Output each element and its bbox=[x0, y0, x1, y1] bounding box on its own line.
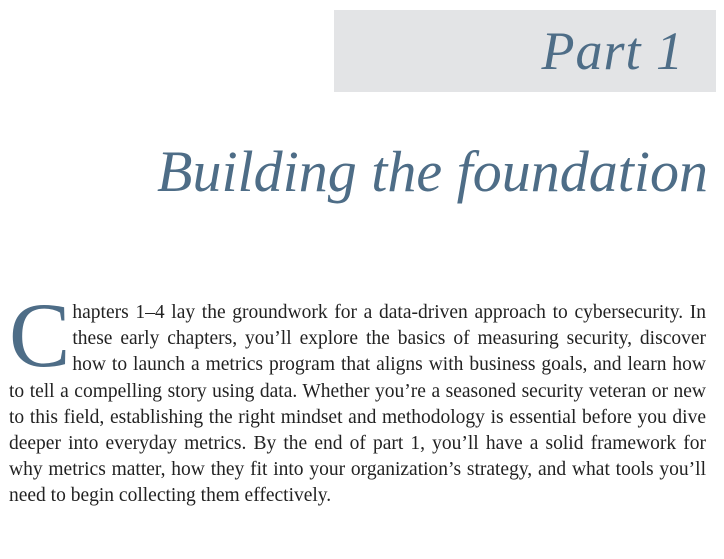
part-title: Building the foundation bbox=[157, 139, 708, 204]
intro-text: hapters 1–4 lay the groundwork for a data-driven approach to cybersecurity. In these early chapters, you’ll explore the basics of measuring security, discover how to launch a metrics program that aligns with business goals, and learn how to tell a compelling story using data. Whether you’re a seasoned security veteran or new to this field, establishing the right mindset and methodology is essential before you dive deeper into everyday metrics. By the end of part 1, you’ll have a solid framework for why metrics matter, how they fit into your organization’s strategy, and what tools you’ll need to begin collecting them effectively. bbox=[9, 302, 706, 507]
intro-paragraph bbox=[9, 284, 706, 510]
part-banner bbox=[334, 10, 716, 92]
part-label: Part 1 bbox=[541, 21, 684, 81]
drop-cap: C bbox=[9, 284, 71, 386]
